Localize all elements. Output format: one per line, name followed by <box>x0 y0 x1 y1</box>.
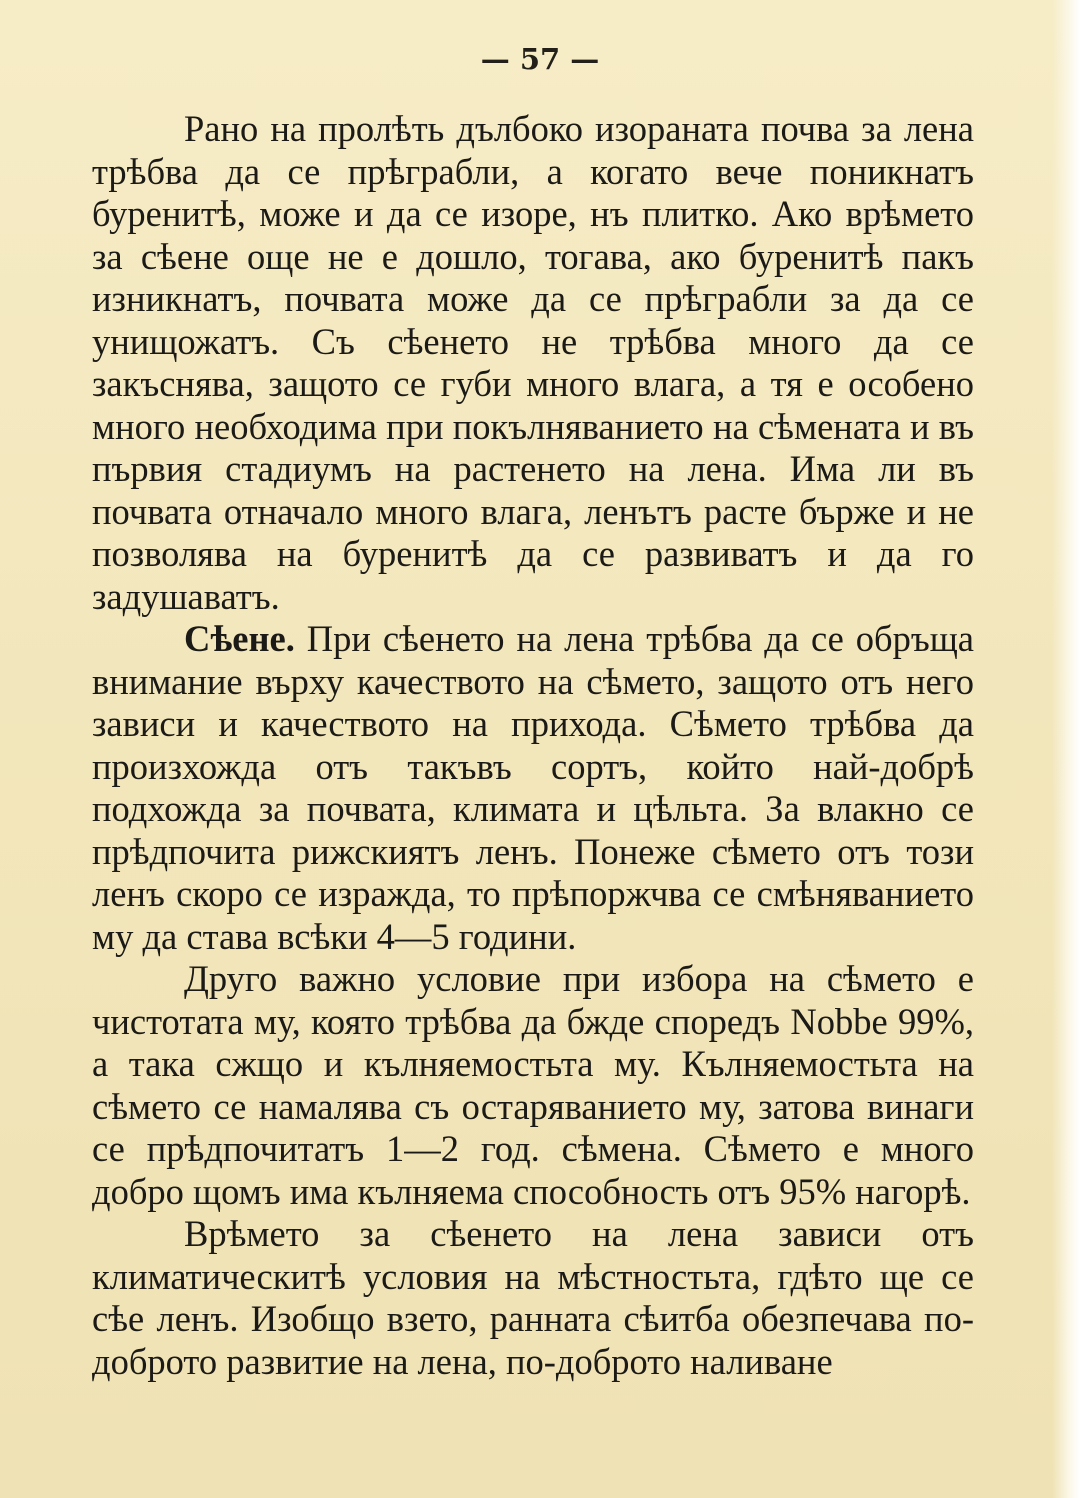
section-heading: Сѣене. <box>184 618 295 659</box>
paragraph-4 <box>92 1213 974 1383</box>
paragraph-2 <box>92 618 974 958</box>
page-number: — 57 — <box>480 42 600 76</box>
paragraph-3 <box>92 958 974 1213</box>
paragraph-1-text: Рано на пролѣть дълбоко изораната почва за лена трѣбва да се прѣграбли, а когато вече поникнатъ буренитѣ, може и да се изоре, нъ плитко. Ако врѣмето за сѣене още не е дошло, тогава, ако буренитѣ пакъ изникнатъ, почвата може да се прѣграбли за да се унищожатъ. Съ сѣенето не трѣбва много да се закъснява, защото се губи много влага, а тя е особено много необходима при покълняванието на сѣмената и въ първия стадиумъ на растенето на лена. Има ли въ почвата отначало много влага, ленътъ расте бърже и не позволява на буренитѣ да се развиватъ и да го задушаватъ. <box>92 108 974 617</box>
page-edge <box>1052 0 1080 1498</box>
paragraph-1 <box>92 108 974 618</box>
paragraph-3-text: Друго важно условие при избора на сѣмето е чистотата му, която трѣбва да бжде споредъ Nobbe 99%, а така сжщо и кълняемостьта му. Кълняемостьта на сѣмето се намалява съ остаряванието му, затова винаги се прѣдпочитатъ 1—2 год. сѣмена. Сѣмето е много добро щомъ има кълняема способность отъ 95% нагорѣ. <box>92 958 974 1212</box>
paragraph-2-text: При сѣенето на лена трѣбва да се обръща внимание върху качеството на сѣмето, защото отъ него зависи и качеството на прихода. Сѣмето трѣбва да произхожда отъ такъвъ сортъ, който най-добрѣ подхожда за почвата, климата и цѣльта. За влакно се прѣдпочита рижскиятъ ленъ. Понеже сѣмето отъ този ленъ скоро се изражда, то прѣпоржчва се смѣняванието му да става всѣки 4—5 години. <box>92 618 974 957</box>
paragraph-4-text: Врѣмето за сѣенето на лена зависи отъ климатическитѣ условия на мѣстностьта, гдѣто ще се сѣе ленъ. Изобщо взето, ранната сѣитба обезпечава по-доброто развитие на лена, по-доброто наливане <box>92 1213 974 1382</box>
body-text <box>92 108 974 1383</box>
